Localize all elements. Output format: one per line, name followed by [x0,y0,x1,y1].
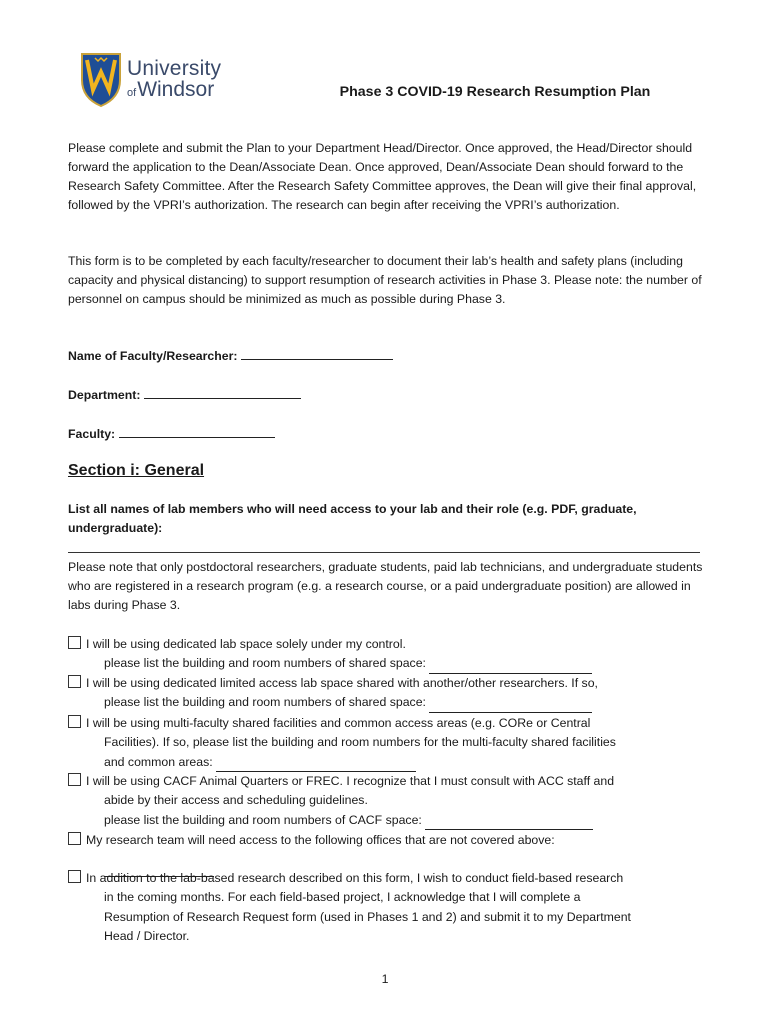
checkbox[interactable] [68,715,81,728]
logo-line2-prefix: of [127,87,137,99]
name-field[interactable] [68,347,393,363]
option-subline [68,693,708,712]
option-text: I will be using multi-faculty shared facilities and common access areas (e.g. CORe or Central [86,716,591,730]
lab-members-question: List all names of lab members who will need access to your lab and their role (e.g. PDF, graduate, undergraduate): [68,502,637,535]
option-text: In addition to the lab-based research described on this form, I wish to conduct field-based research [86,871,624,885]
personnel-note: Please note that only postdoctoral researchers, graduate students, paid lab technicians, and undergraduate students who are registered in a research program (e.g. a research course, or a paid undergraduate position) are allowed in labs during Phase 3. [68,560,703,612]
option-text: I will be using CACF Animal Quarters or FREC. I recognize that I must consult with ACC staff and [86,774,615,788]
answer-line[interactable] [429,660,592,674]
option-multi-faculty [68,714,708,772]
option-subline [68,753,708,772]
section-heading: Section i: General [68,462,205,479]
checkbox[interactable] [68,773,81,786]
option-subline [68,654,708,673]
option-subline: Head / Director. [104,928,190,943]
option-subline [68,811,708,830]
option-dedicated-lab [68,635,708,674]
department-value[interactable] [144,386,301,399]
option-subtext: please list the building and room numbers of shared space: [104,656,426,671]
option-subline: Resumption of Research Request form (used in Phases 1 and 2) and submit it to my Department [104,909,631,924]
checkbox[interactable] [68,636,81,649]
faculty-field[interactable] [68,425,275,441]
option-subline: in the coming months. For each field-based project, I acknowledge that I will complete a [104,890,581,905]
name-label: Name of Faculty/Researcher: [68,349,238,363]
page-title: Phase 3 COVID-19 Research Resumption Plan [339,84,651,100]
answer-line[interactable] [425,816,593,830]
option-text: I will be using dedicated limited access lab space shared with another/other researchers. If so, [86,676,598,690]
option-subline: abide by their access and scheduling guidelines. [104,793,368,808]
name-value[interactable] [241,347,393,360]
option-cacf [68,772,708,830]
answer-line[interactable] [216,758,416,772]
department-label: Department: [68,388,141,402]
lab-members-answer-line[interactable] [68,552,700,553]
faculty-label: Faculty: [68,427,116,441]
answer-line[interactable] [429,699,592,713]
option-shared-lab [68,674,708,713]
option-subline: Facilities). If so, please list the building and room numbers for the multi-faculty shared facilities [104,735,616,750]
page-number: 1 [381,972,389,986]
option-subtext: please list the building and room numbers of shared space: [104,695,426,710]
logo-line1: University [127,57,222,80]
checkbox[interactable] [68,832,81,845]
option-text: I will be using dedicated lab space solely under my control. [86,637,406,651]
intro-paragraph-1: Please complete and submit the Plan to your Department Head/Director. Once approved, the Head/Director should forward the application to the Dean/Associate Dean. Once approved, Dean/Associate Dean should forward to the Research Safety Committee. After the Research Safety Committee approves, the Dean will give their final approval, followed by the VPRI’s authorization. The research can begin after receiving the VPRI’s authorization. [68,141,697,212]
option-subtext: please list the building and room numbers of CACF space: [104,812,422,827]
department-field[interactable] [68,386,301,402]
faculty-value[interactable] [119,425,275,438]
checkbox[interactable] [68,870,81,883]
checkbox[interactable] [68,675,81,688]
option-field-research [68,869,708,946]
option-text: My research team will need access to the following offices that are not covered above: [86,833,555,847]
intro-paragraph-2: This form is to be completed by each faculty/researcher to document their lab’s health and safety plans (including capacity and physical distancing) to support resumption of research activities in Phase 3. Please note: the number of personnel on campus should be minimized as much as possible during Phase 3. [68,254,702,306]
logo-line2-word: Windsor [137,78,215,101]
option-subtext: and common areas: [104,754,213,769]
